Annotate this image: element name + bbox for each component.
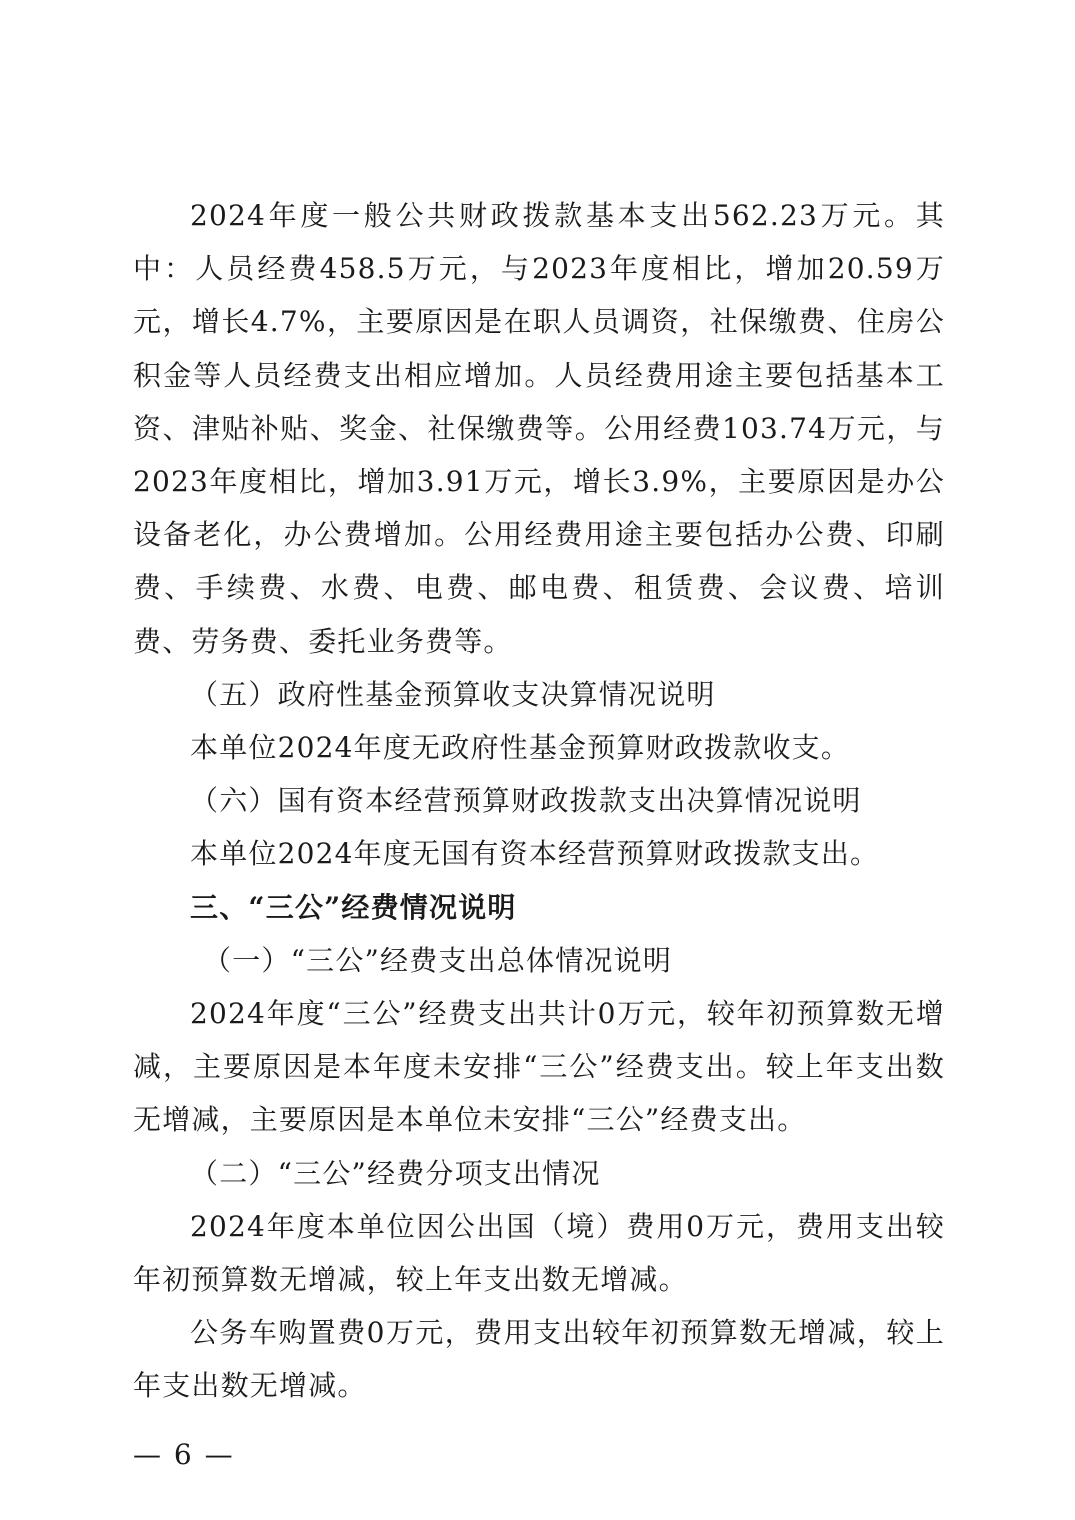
paragraph-vehicle-purchase: 公务车购置费0万元，费用支出较年初预算数无增减，较上年支出数无增减。 <box>133 1316 945 1403</box>
heading-government-fund-budget: （五）政府性基金预算收支决算情况说明 <box>190 677 716 711</box>
paragraph-basic-expenditure: 2024年度一般公共财政拨款基本支出562.23万元。其中：人员经费458.5万元，与2023年度相比，增加20.59万元，增长4.7%，主要原因是在职人员调资，社保缴费、住房公积金等人员经费支出相应增加。人员经费用途主要包括基本工资、津贴补贴、奖金、社保缴费等。公用经费103.74万元，与2023年度相比，增加3.91万元，增长3.9%，主要原因是办公设备老化，办公费增加。公用经费用途主要包括办公费、印刷费、手续费、水费、电费、邮电费、租赁费、会议费、培训费、劳务费、委托业务费等。 <box>133 199 945 658</box>
paragraph-state-capital-budget: 本单位2024年度无国有资本经营预算财政拨款支出。 <box>190 837 880 871</box>
heading-state-capital-budget: （六）国有资本经营预算财政拨款支出决算情况说明 <box>190 784 862 818</box>
document-body <box>133 189 945 1413</box>
paragraph-three-public-overall: 2024年度“三公”经费支出共计0万元，较年初预算数无增减，主要原因是本年度未安排“三公”经费支出。较上年支出数无增减，主要原因是本单位未安排“三公”经费支出。 <box>133 997 945 1137</box>
paragraph-overseas-travel: 2024年度本单位因公出国（境）费用0万元，费用支出较年初预算数无增减，较上年支出数无增减。 <box>133 1209 945 1297</box>
heading-three-public-expenses: 三、“三公”经费情况说明 <box>190 890 517 924</box>
paragraph-government-fund-budget: 本单位2024年度无政府性基金预算财政拨款收支。 <box>190 731 851 765</box>
heading-three-public-itemized: （二）“三公”经费分项支出情况 <box>190 1156 601 1190</box>
page-number: — 6 — <box>133 1438 235 1471</box>
heading-three-public-overall: （一）“三公”经费支出总体情况说明 <box>203 943 673 977</box>
